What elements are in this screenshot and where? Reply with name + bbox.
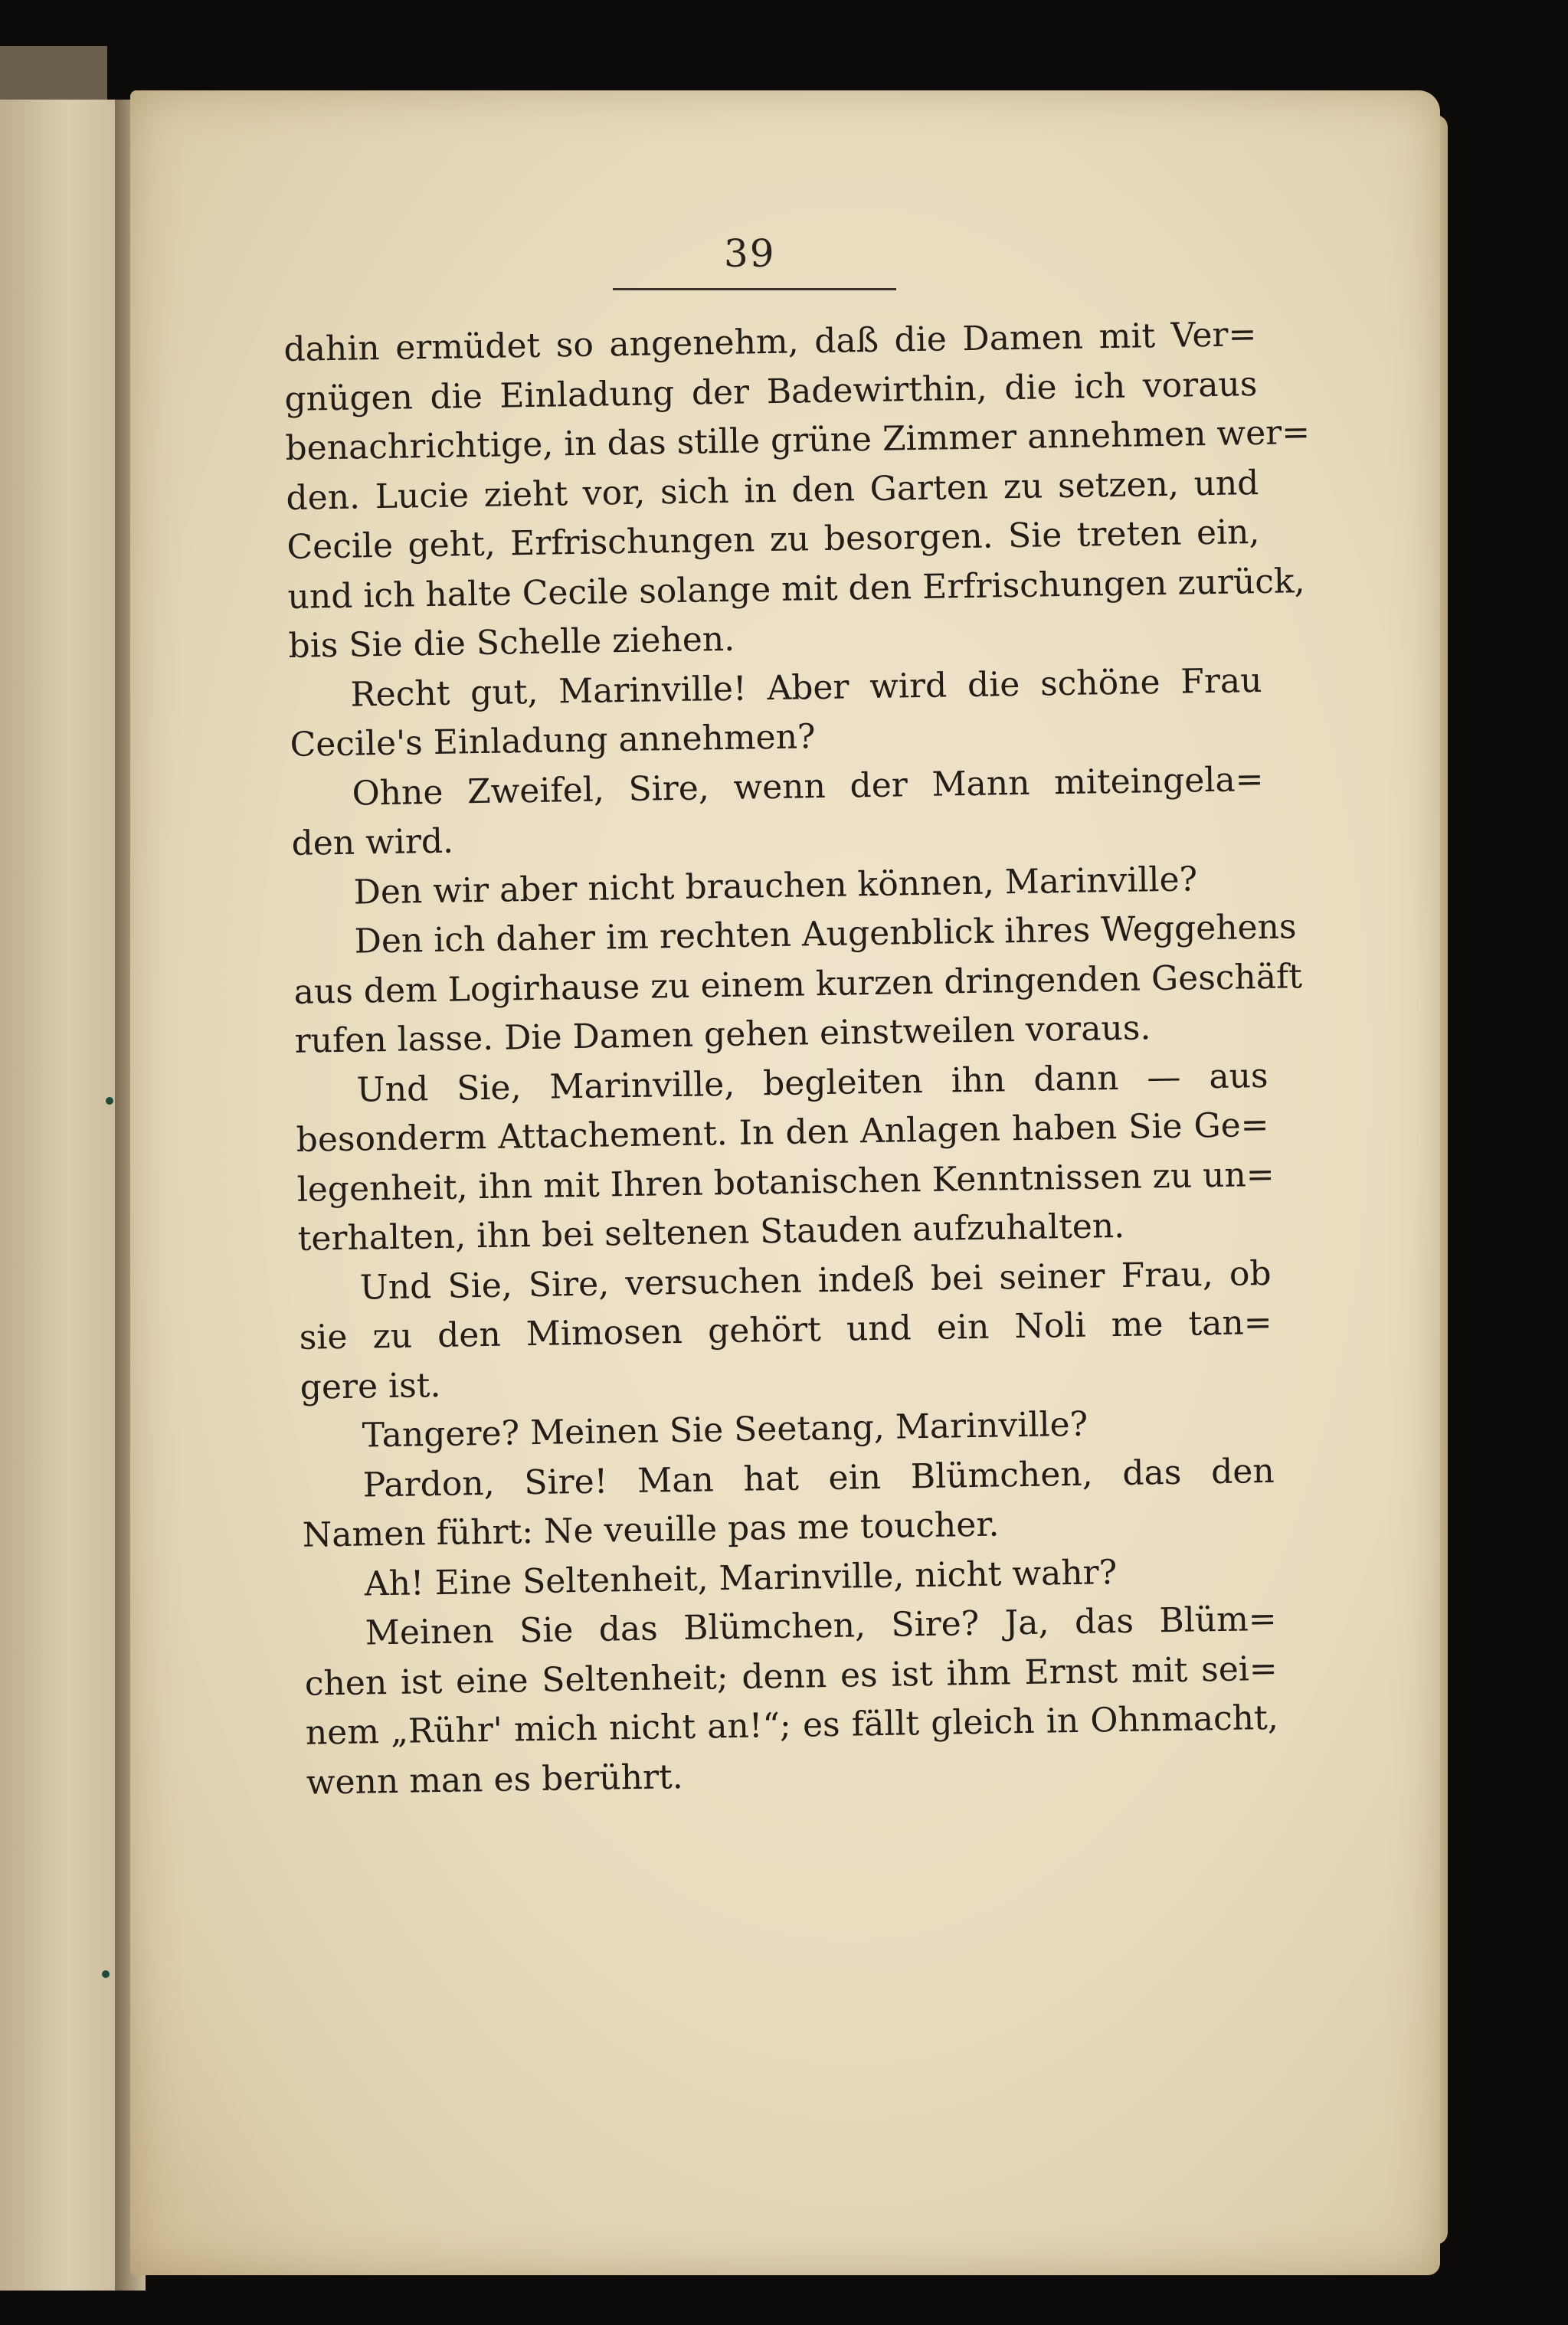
text-line: besonderm Attachement. In den Anlagen haben Sie Ge= xyxy=(296,1105,1269,1160)
text-line: terhalten, ihn bei seltenen Stauden aufzuhalten. xyxy=(297,1206,1125,1259)
text-line: Und Sie, Sire, versuchen indeß bei seiner Frau, ob xyxy=(359,1253,1272,1308)
text-line: nem „Rühr' mich nicht an!“; es fällt gleich in Ohnmacht, xyxy=(305,1698,1279,1753)
text-line: den. Lucie zieht vor, sich in den Garten zu setzen, und xyxy=(286,463,1259,518)
text-line: bis Sie die Schelle ziehen. xyxy=(288,619,735,666)
text-line: Namen führt: Ne veuille pas me toucher. xyxy=(302,1505,1000,1555)
text-line: dahin ermüdet so angenehm, daß die Damen mit Ver= xyxy=(283,315,1257,369)
text-line: gnügen die Einladung der Badewirthin, die ich voraus xyxy=(284,364,1258,419)
text-line: aus dem Logirhause zu einem kurzen dringenden Geschäft xyxy=(293,956,1303,1012)
text-line: rufen lasse. Die Damen gehen einstweilen voraus. xyxy=(294,1008,1151,1061)
header-rule xyxy=(613,288,896,290)
page-body-text xyxy=(283,310,1311,1808)
text-line: gere ist. xyxy=(300,1365,441,1407)
text-line: Cecile geht, Erfrischungen zu besorgen. Sie treten ein, xyxy=(286,512,1260,567)
text-line: Den ich daher im rechten Augenblick ihres Weggehens xyxy=(354,907,1297,961)
text-line: legenheit, ihn mit Ihren botanischen Kenntnissen zu un= xyxy=(296,1154,1275,1210)
text-line: Ah! Eine Seltenheit, Marinville, nicht wahr? xyxy=(364,1552,1118,1604)
text-line: wenn man es berührt. xyxy=(306,1757,684,1803)
ink-speck xyxy=(106,1097,113,1105)
text-line: sie zu den Mimosen gehört und ein Noli me tan= xyxy=(299,1302,1273,1357)
text-line: benachrichtige, in das stille grüne Zimmer annehmen wer= xyxy=(285,412,1311,468)
text-line: Pardon, Sire! Man hat ein Blümchen, das den xyxy=(362,1451,1275,1505)
text-line: und ich halte Cecile solange mit den Erfrischungen zurück, xyxy=(287,561,1305,617)
text-line: Ohne Zweifel, Sire, wenn der Mann miteingela= xyxy=(352,759,1264,814)
text-line: Tangere? Meinen Sie Seetang, Marinville? xyxy=(362,1404,1088,1456)
ink-speck xyxy=(102,1970,110,1978)
text-line: Und Sie, Marinville, begleiten ihn dann — aus xyxy=(356,1056,1268,1110)
text-line: Recht gut, Marinville! Aber wird die schöne Frau xyxy=(350,660,1262,715)
text-line: den wird. xyxy=(291,821,454,863)
previous-page-edge xyxy=(0,100,118,2291)
text-line: Cecile's Einladung annehmen? xyxy=(290,717,816,765)
page-number: 39 xyxy=(724,231,776,276)
text-line: Meinen Sie das Blümchen, Sire? Ja, das Blüm= xyxy=(365,1599,1278,1653)
text-line: Den wir aber nicht brauchen können, Marinville? xyxy=(353,859,1198,912)
text-line: chen ist eine Seltenheit; denn es ist ihm Ernst mit sei= xyxy=(304,1649,1278,1704)
